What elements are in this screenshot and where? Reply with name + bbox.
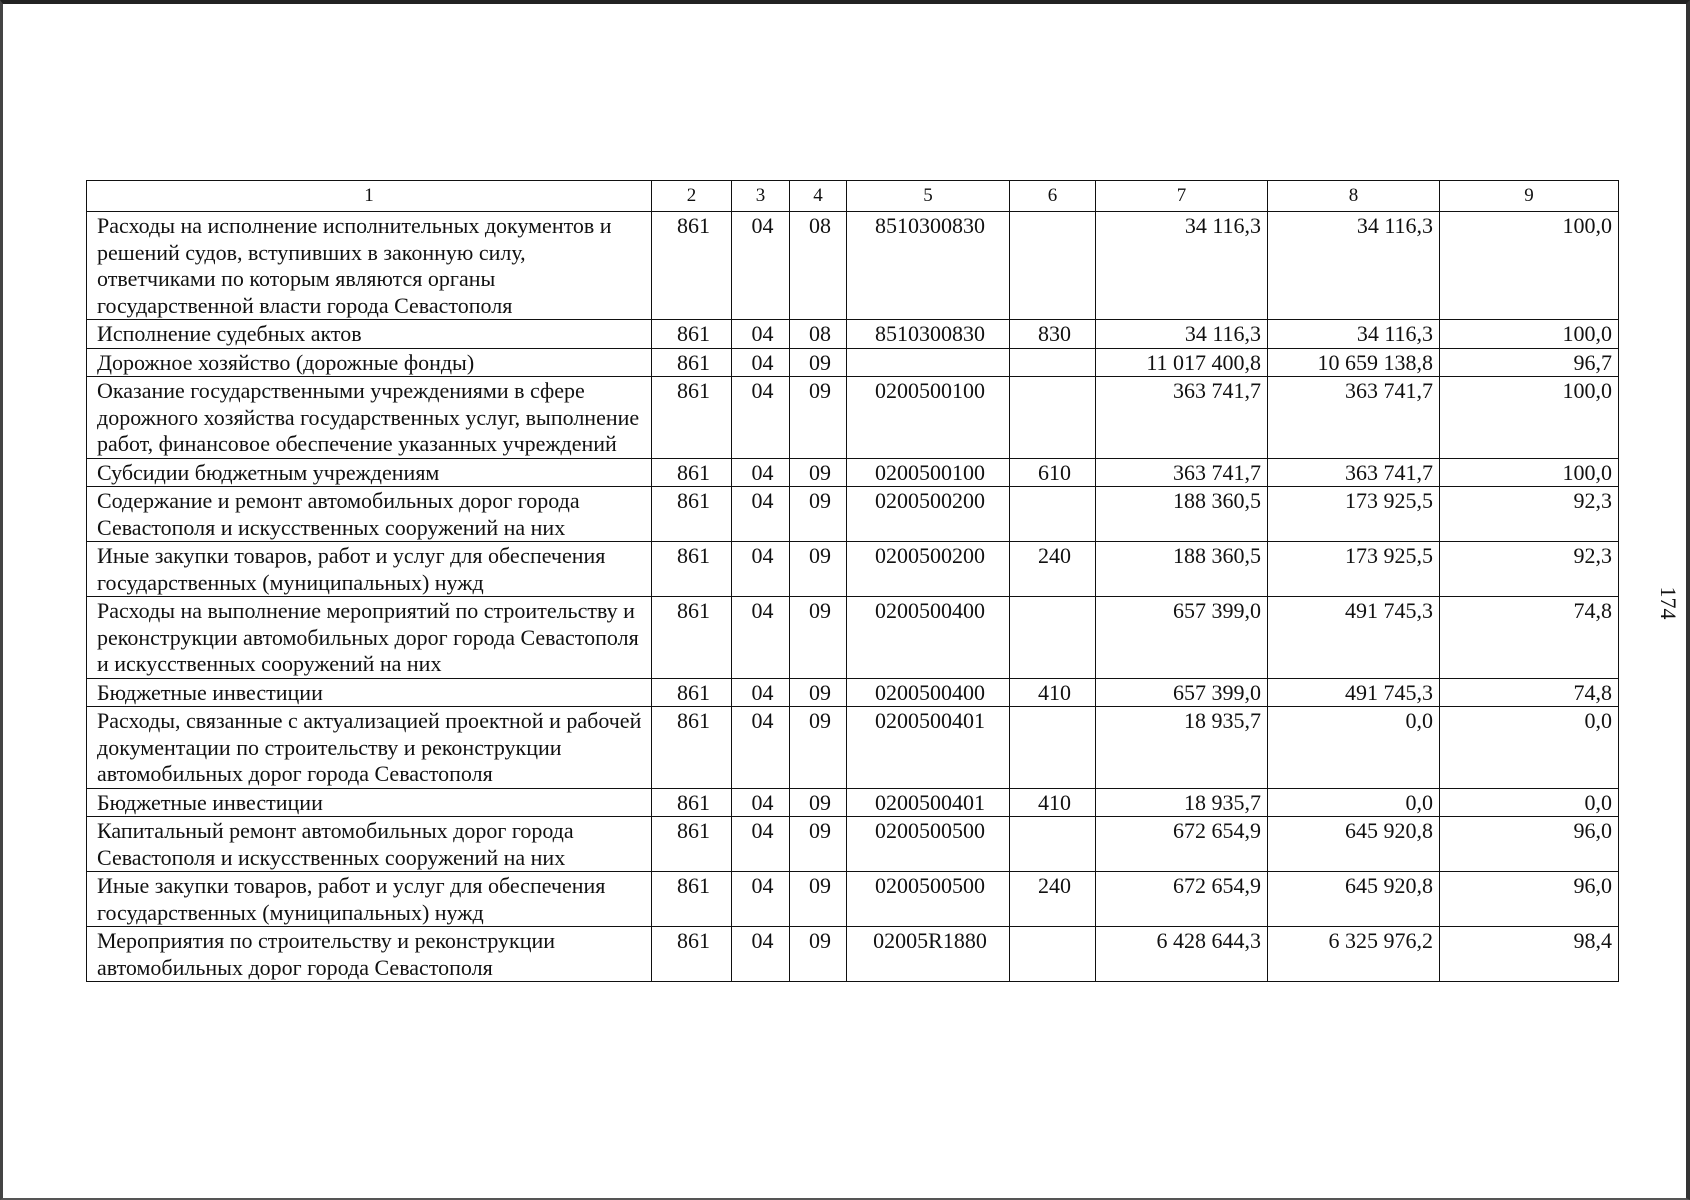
col2-cell: 861: [652, 817, 732, 872]
col2-cell: 861: [652, 348, 732, 377]
col9-cell: 100,0: [1440, 212, 1619, 320]
col2-cell: 861: [652, 927, 732, 982]
col6-cell: 610: [1010, 458, 1096, 487]
col3-cell: 04: [732, 348, 790, 377]
col3-cell: 04: [732, 707, 790, 789]
row-name-cell: Иные закупки товаров, работ и услуг для обеспечения государственных (муниципальных) нужд: [87, 872, 652, 927]
col3-cell: 04: [732, 788, 790, 817]
table-row: [87, 320, 1619, 349]
col4-cell: 09: [790, 788, 847, 817]
table-row: [87, 487, 1619, 542]
table-row: [87, 872, 1619, 927]
row-name-cell: Оказание государственными учреждениями в сфере дорожного хозяйства государственных услуг, выполнение работ, финансовое обеспечение указанных учреждений: [87, 377, 652, 459]
col8-cell: 363 741,7: [1268, 458, 1440, 487]
col4-cell: 09: [790, 458, 847, 487]
col3-cell: 04: [732, 678, 790, 707]
col4-cell: 09: [790, 678, 847, 707]
col2-cell: 861: [652, 320, 732, 349]
col9-cell: 92,3: [1440, 487, 1619, 542]
table-row: [87, 348, 1619, 377]
col7-cell: 188 360,5: [1096, 542, 1268, 597]
col5-cell: 0200500200: [847, 542, 1010, 597]
col6-cell: 410: [1010, 788, 1096, 817]
col5-cell: 0200500100: [847, 377, 1010, 459]
col4-cell: 08: [790, 320, 847, 349]
table-row: [87, 542, 1619, 597]
col3-cell: 04: [732, 487, 790, 542]
col4-cell: 09: [790, 542, 847, 597]
col7-cell: 18 935,7: [1096, 788, 1268, 817]
col4-cell: 09: [790, 597, 847, 679]
row-name-cell: Исполнение судебных актов: [87, 320, 652, 349]
col8-cell: 34 116,3: [1268, 320, 1440, 349]
col8-cell: 491 745,3: [1268, 678, 1440, 707]
col7-cell: 657 399,0: [1096, 678, 1268, 707]
col5-cell: 0200500400: [847, 678, 1010, 707]
col7-cell: 672 654,9: [1096, 817, 1268, 872]
col5-cell: 8510300830: [847, 212, 1010, 320]
col4-cell: 09: [790, 377, 847, 459]
header-row: [87, 181, 1619, 212]
col3-cell: 04: [732, 872, 790, 927]
col5-cell: 0200500500: [847, 817, 1010, 872]
col7-cell: 188 360,5: [1096, 487, 1268, 542]
row-name-cell: Иные закупки товаров, работ и услуг для обеспечения государственных (муниципальных) нужд: [87, 542, 652, 597]
col3-cell: 04: [732, 817, 790, 872]
row-name-cell: Мероприятия по строительству и реконструкции автомобильных дорог города Севастополя: [87, 927, 652, 982]
col5-cell: 02005R1880: [847, 927, 1010, 982]
col6-cell: [1010, 377, 1096, 459]
col7-cell: 18 935,7: [1096, 707, 1268, 789]
table-row: [87, 707, 1619, 789]
table-row: [87, 788, 1619, 817]
col3-cell: 04: [732, 597, 790, 679]
col6-cell: 240: [1010, 542, 1096, 597]
col7-cell: 363 741,7: [1096, 458, 1268, 487]
row-name-cell: Бюджетные инвестиции: [87, 678, 652, 707]
col2-cell: 861: [652, 788, 732, 817]
col4-cell: 08: [790, 212, 847, 320]
col8-cell: 6 325 976,2: [1268, 927, 1440, 982]
row-name-cell: Расходы на выполнение мероприятий по строительству и реконструкции автомобильных дорог города Севастополя и искусственных сооружений на них: [87, 597, 652, 679]
col8-cell: 491 745,3: [1268, 597, 1440, 679]
col6-cell: [1010, 927, 1096, 982]
col2-cell: 861: [652, 542, 732, 597]
col6-cell: [1010, 487, 1096, 542]
col4-cell: 09: [790, 872, 847, 927]
col2-cell: 861: [652, 707, 732, 789]
header-cell: 9: [1440, 181, 1619, 212]
row-name-cell: Бюджетные инвестиции: [87, 788, 652, 817]
col7-cell: 672 654,9: [1096, 872, 1268, 927]
table-row: [87, 377, 1619, 459]
col8-cell: 363 741,7: [1268, 377, 1440, 459]
col8-cell: 645 920,8: [1268, 872, 1440, 927]
col9-cell: 100,0: [1440, 320, 1619, 349]
col7-cell: 34 116,3: [1096, 212, 1268, 320]
col9-cell: 0,0: [1440, 707, 1619, 789]
col8-cell: 173 925,5: [1268, 487, 1440, 542]
table-row: [87, 597, 1619, 679]
col5-cell: 0200500100: [847, 458, 1010, 487]
col9-cell: 100,0: [1440, 458, 1619, 487]
col9-cell: 100,0: [1440, 377, 1619, 459]
col2-cell: 861: [652, 872, 732, 927]
col6-cell: [1010, 348, 1096, 377]
col6-cell: [1010, 597, 1096, 679]
header-cell: 1: [87, 181, 652, 212]
col6-cell: 410: [1010, 678, 1096, 707]
col4-cell: 09: [790, 707, 847, 789]
col6-cell: [1010, 817, 1096, 872]
col2-cell: 861: [652, 458, 732, 487]
table-row: [87, 927, 1619, 982]
col9-cell: 92,3: [1440, 542, 1619, 597]
table-row: [87, 678, 1619, 707]
col5-cell: 0200500500: [847, 872, 1010, 927]
header-cell: 2: [652, 181, 732, 212]
col5-cell: 0200500200: [847, 487, 1010, 542]
col3-cell: 04: [732, 212, 790, 320]
col4-cell: 09: [790, 817, 847, 872]
col7-cell: 11 017 400,8: [1096, 348, 1268, 377]
col2-cell: 861: [652, 597, 732, 679]
table-body: [87, 212, 1619, 982]
col5-cell: [847, 348, 1010, 377]
header-cell: 7: [1096, 181, 1268, 212]
col4-cell: 09: [790, 487, 847, 542]
col7-cell: 657 399,0: [1096, 597, 1268, 679]
budget-table: [86, 180, 1619, 982]
col3-cell: 04: [732, 927, 790, 982]
col3-cell: 04: [732, 320, 790, 349]
row-name-cell: Субсидии бюджетным учреждениям: [87, 458, 652, 487]
col9-cell: 96,7: [1440, 348, 1619, 377]
col6-cell: 830: [1010, 320, 1096, 349]
col9-cell: 74,8: [1440, 678, 1619, 707]
row-name-cell: Расходы, связанные с актуализацией проектной и рабочей документации по строительству и реконструкции автомобильных дорог города Севастополя: [87, 707, 652, 789]
col7-cell: 363 741,7: [1096, 377, 1268, 459]
header-cell: 6: [1010, 181, 1096, 212]
table-row: [87, 817, 1619, 872]
row-name-cell: Содержание и ремонт автомобильных дорог города Севастополя и искусственных сооружений на них: [87, 487, 652, 542]
header-cell: 4: [790, 181, 847, 212]
col6-cell: [1010, 212, 1096, 320]
col2-cell: 861: [652, 377, 732, 459]
col8-cell: 0,0: [1268, 707, 1440, 789]
col9-cell: 98,4: [1440, 927, 1619, 982]
col5-cell: 0200500400: [847, 597, 1010, 679]
row-name-cell: Дорожное хозяйство (дорожные фонды): [87, 348, 652, 377]
col6-cell: 240: [1010, 872, 1096, 927]
col9-cell: 74,8: [1440, 597, 1619, 679]
col4-cell: 09: [790, 927, 847, 982]
col8-cell: 173 925,5: [1268, 542, 1440, 597]
col5-cell: 0200500401: [847, 788, 1010, 817]
header-cell: 8: [1268, 181, 1440, 212]
header-cell: 5: [847, 181, 1010, 212]
col5-cell: 8510300830: [847, 320, 1010, 349]
col8-cell: 0,0: [1268, 788, 1440, 817]
row-name-cell: Капитальный ремонт автомобильных дорог города Севастополя и искусственных сооружений на них: [87, 817, 652, 872]
col2-cell: 861: [652, 678, 732, 707]
col8-cell: 10 659 138,8: [1268, 348, 1440, 377]
col3-cell: 04: [732, 377, 790, 459]
table-row: [87, 458, 1619, 487]
col2-cell: 861: [652, 212, 732, 320]
col9-cell: 0,0: [1440, 788, 1619, 817]
col3-cell: 04: [732, 542, 790, 597]
col8-cell: 34 116,3: [1268, 212, 1440, 320]
col3-cell: 04: [732, 458, 790, 487]
col7-cell: 6 428 644,3: [1096, 927, 1268, 982]
col7-cell: 34 116,3: [1096, 320, 1268, 349]
col2-cell: 861: [652, 487, 732, 542]
page-number: 174: [1656, 586, 1681, 620]
header-cell: 3: [732, 181, 790, 212]
col8-cell: 645 920,8: [1268, 817, 1440, 872]
col5-cell: 0200500401: [847, 707, 1010, 789]
col9-cell: 96,0: [1440, 872, 1619, 927]
col4-cell: 09: [790, 348, 847, 377]
col9-cell: 96,0: [1440, 817, 1619, 872]
table-row: [87, 212, 1619, 320]
row-name-cell: Расходы на исполнение исполнительных документов и решений судов, вступивших в законную силу, ответчиками по которым являются органы государственной власти города Севастополя: [87, 212, 652, 320]
col6-cell: [1010, 707, 1096, 789]
